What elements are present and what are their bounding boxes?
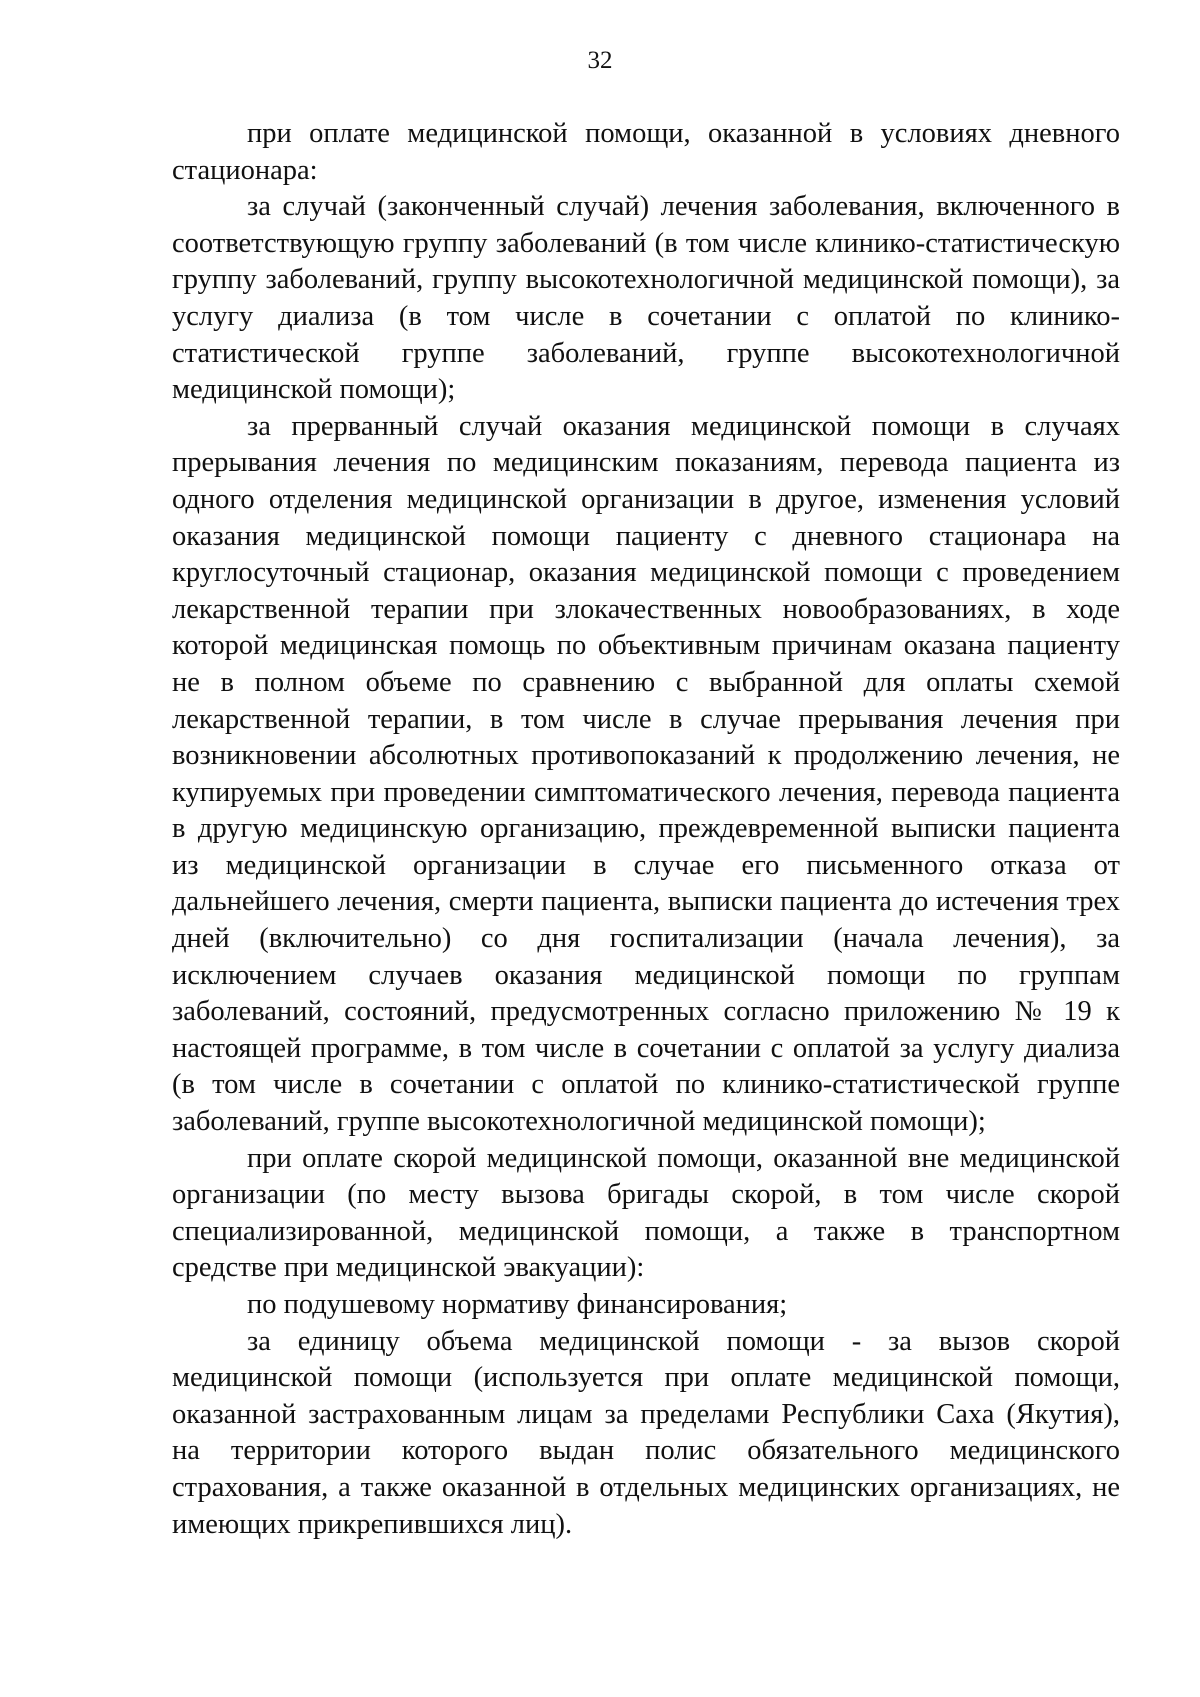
paragraph-unit-of-volume: за единицу объема медицинской помощи - за вызов скорой медицинской помощи (используется при оплате медицинской помощи, оказанной застрахованным лицам за пределами Республики Саха (Якутия), на территории которого выдан полис обязательного медицинского страхования, а также оказанной в отдельных медицинских организациях, не имеющих прикрепившихся лиц). <box>172 1325 1120 1540</box>
page-number: 32 <box>587 47 613 74</box>
paragraph-per-capita-standard: по подушевому нормативу финансирования; <box>247 1289 788 1320</box>
paragraph-interrupted-case: за прерванный случай оказания медицинской помощи в случаях прерывания лечения по медицинским показаниям, перевода пациента из одного отделения медицинской организации в другое, изменения условий оказания медицинской помощи пациенту с дневного стационара на круглосуточный стационар, оказания медицинской помощи с проведением лекарственной терапии при злокачественных новообразованиях, в ходе которой медицинская помощь по объективным причинам оказана пациенту не в полном объеме по сравнению с выбранной для оплаты схемой лекарственной терапии, в том числе в случае прерывания лечения при возникновении абсолютных противопоказаний к продолжению лечения, не купируемых при проведении симптоматического лечения, перевода пациента в другую медицинскую организацию, преждевременной выписки пациента из медицинской организации в случае его письменного отказа от дальнейшего лечения, смерти пациента, выписки пациента до истечения трех дней (включительно) со дня госпитализации (начала лечения), за исключением случаев оказания медицинской помощи по группам заболеваний, состояний, предусмотренных согласно приложению № 19 к настоящей программе, в том числе в сочетании с оплатой за услугу диализа (в том числе в сочетании с оплатой по клинико-статистической группе заболеваний, группе высокотехнологичной медицинской помощи); <box>172 410 1120 1138</box>
paragraph-emergency-care-payment: при оплате скорой медицинской помощи, оказанной вне медицинской организации (по месту вызова бригады скорой, в том числе скорой специализированной, медицинской помощи, а также в транспортном средстве при медицинской эвакуации): <box>172 1142 1120 1284</box>
document-body <box>172 116 1120 1543</box>
paragraph-day-hospital-payment: при оплате медицинской помощи, оказанной в условиях дневного стационара: <box>172 118 1120 186</box>
paragraph-completed-case: за случай (законченный случай) лечения заболевания, включенного в соответствующую группу заболеваний (в том числе клинико-статистическую группу заболеваний, группу высокотехнологичной медицинской помощи), за услугу диализа (в том числе в сочетании с оплатой по клинико-статистической группе заболеваний, группе высокотехнологичной медицинской помощи); <box>172 191 1120 406</box>
